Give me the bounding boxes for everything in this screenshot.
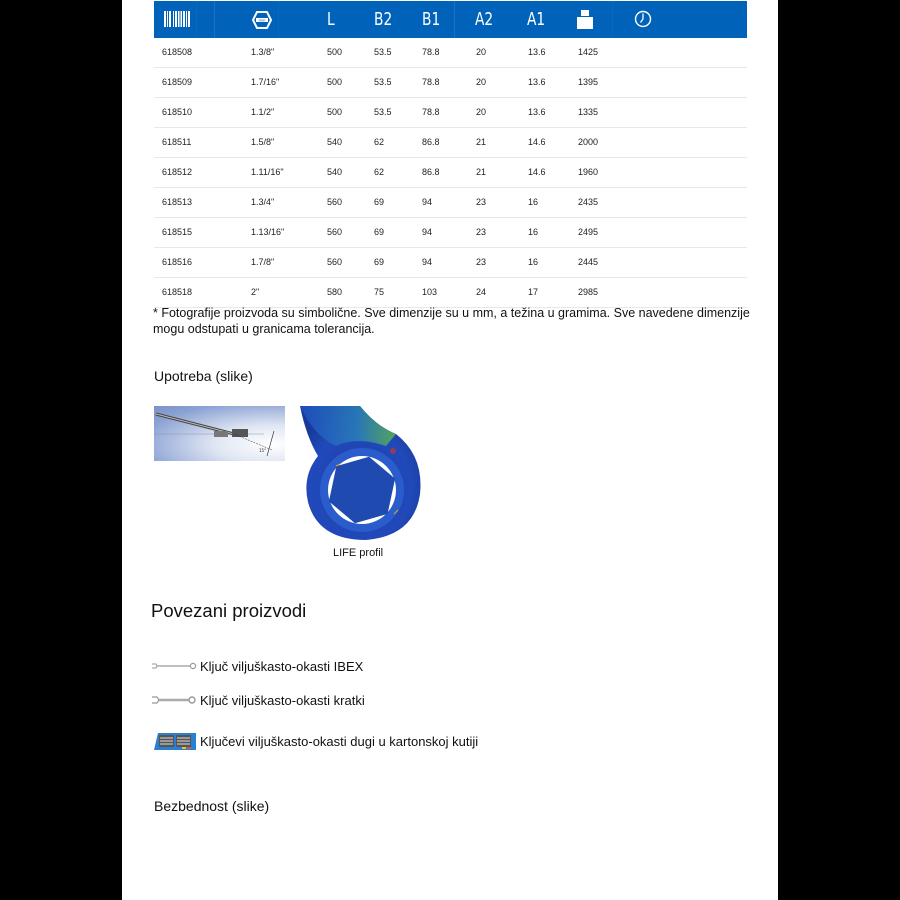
cell-weight: 1960 — [578, 167, 599, 177]
clock-icon — [634, 10, 652, 28]
weight-icon — [577, 10, 593, 29]
cell-size: 1.7/16" — [251, 77, 280, 87]
barcode-icon — [164, 11, 192, 27]
header-divider — [278, 1, 279, 38]
cell-A2: 23 — [476, 257, 487, 267]
safety-title: Bezbednost (slike) — [154, 798, 270, 814]
cell-L: 500 — [327, 47, 343, 57]
col-header-A1: A1 — [527, 9, 546, 30]
cell-L: 560 — [327, 227, 343, 237]
cell-article: 618518 — [162, 287, 193, 297]
cell-weight: 2445 — [578, 257, 599, 267]
header-divider — [612, 1, 613, 38]
table-row — [154, 98, 747, 128]
related-products-title: Povezani proizvodi — [151, 600, 307, 621]
related-item-box-set[interactable] — [152, 731, 478, 751]
cell-B2: 69 — [374, 257, 385, 267]
svg-text:mm: mm — [258, 18, 266, 23]
cell-B1: 86.8 — [422, 167, 440, 177]
cell-L: 560 — [327, 257, 343, 267]
related-item-short[interactable] — [152, 690, 365, 710]
cell-L: 500 — [327, 107, 343, 117]
cell-A1: 14.6 — [528, 137, 546, 147]
cell-size: 1.1/2" — [251, 107, 275, 117]
product-table — [154, 38, 747, 308]
cell-article: 618513 — [162, 197, 193, 207]
cell-A1: 16 — [528, 227, 539, 237]
cell-size: 2" — [251, 287, 260, 297]
cell-article: 618516 — [162, 257, 193, 267]
cell-A1: 14.6 — [528, 167, 546, 177]
cell-L: 500 — [327, 77, 343, 87]
cell-weight: 1395 — [578, 77, 599, 87]
table-row — [154, 248, 747, 278]
table-row — [154, 188, 747, 218]
header-divider — [214, 1, 215, 38]
life-profile-caption: LIFE profil — [333, 547, 384, 559]
cell-L: 540 — [327, 137, 343, 147]
table-row — [154, 68, 747, 98]
cell-A2: 24 — [476, 287, 487, 297]
cell-B2: 53.5 — [374, 47, 392, 57]
page — [122, 0, 778, 900]
cell-size: 1.7/8" — [251, 257, 275, 267]
cell-weight: 2495 — [578, 227, 599, 237]
cell-A1: 13.6 — [528, 77, 546, 87]
cell-article: 618515 — [162, 227, 193, 237]
cell-article: 618508 — [162, 47, 193, 57]
cell-A2: 20 — [476, 107, 487, 117]
cell-B2: 62 — [374, 137, 385, 147]
col-header-B2: B2 — [374, 9, 393, 30]
cell-article: 618509 — [162, 77, 193, 87]
cell-weight: 2000 — [578, 137, 599, 147]
cell-A2: 21 — [476, 137, 487, 147]
life-profile-image[interactable] — [296, 406, 424, 541]
table-row — [154, 128, 747, 158]
usage-title: Upotreba (slike) — [154, 368, 253, 384]
cell-weight: 1425 — [578, 47, 599, 57]
cell-article: 618510 — [162, 107, 193, 117]
cell-B2: 53.5 — [374, 77, 392, 87]
cell-B1: 94 — [422, 197, 433, 207]
cell-L: 540 — [327, 167, 343, 177]
cell-B1: 94 — [422, 227, 433, 237]
cell-B2: 69 — [374, 197, 385, 207]
cell-A1: 13.6 — [528, 107, 546, 117]
table-row — [154, 158, 747, 188]
cell-B2: 62 — [374, 167, 385, 177]
cell-B1: 78.8 — [422, 107, 440, 117]
cell-B1: 103 — [422, 287, 438, 297]
cell-B2: 75 — [374, 287, 385, 297]
col-header-L: L — [327, 9, 335, 30]
dimensions-note: * Fotografije proizvoda su simbolične. Sve dimenzije su u mm, a težina u gramima. Sve navedene dimenzije mogu odstupati u granicama tolerancija. — [153, 306, 750, 336]
cell-weight: 2985 — [578, 287, 599, 297]
cell-B1: 86.8 — [422, 137, 440, 147]
cell-B1: 78.8 — [422, 47, 440, 57]
cell-L: 560 — [327, 197, 343, 207]
cell-A1: 16 — [528, 197, 539, 207]
cell-A1: 16 — [528, 257, 539, 267]
cell-A2: 23 — [476, 227, 487, 237]
table-header — [154, 1, 747, 38]
short-combination-wrench-icon — [152, 692, 197, 708]
cell-weight: 1335 — [578, 107, 599, 117]
cell-size: 1.11/16" — [251, 167, 284, 177]
cell-size: 1.5/8" — [251, 137, 275, 147]
cell-B1: 78.8 — [422, 77, 440, 87]
col-header-B1: B1 — [422, 9, 441, 30]
cell-A1: 13.6 — [528, 47, 546, 57]
related-item-label: Ključ viljuškasto-okasti kratki — [200, 692, 365, 708]
cell-size: 1.3/4" — [251, 197, 275, 207]
col-header-A2: A2 — [475, 9, 494, 30]
table-row — [154, 38, 747, 68]
usage-angle-image[interactable] — [154, 406, 285, 461]
cell-A1: 17 — [528, 287, 539, 297]
svg-text:15°: 15° — [259, 448, 267, 453]
cell-A2: 20 — [476, 47, 487, 57]
cell-L: 580 — [327, 287, 343, 297]
cell-B1: 94 — [422, 257, 433, 267]
cell-A2: 23 — [476, 197, 487, 207]
related-item-ibex[interactable] — [152, 656, 363, 676]
header-divider — [196, 1, 197, 38]
wrench-set-box-icon — [152, 733, 197, 749]
header-divider — [454, 1, 455, 38]
related-item-label: Ključ viljuškasto-okasti IBEX — [200, 658, 364, 674]
related-item-label: Ključevi viljuškasto-okasti dugi u kartonskoj kutiji — [200, 733, 479, 749]
cell-B2: 53.5 — [374, 107, 392, 117]
cell-B2: 69 — [374, 227, 385, 237]
cell-article: 618511 — [162, 137, 192, 147]
table-row — [154, 278, 747, 308]
cell-article: 618512 — [162, 167, 193, 177]
cell-size: 1.13/16" — [251, 227, 285, 237]
cell-weight: 2435 — [578, 197, 599, 207]
combination-wrench-icon — [152, 658, 197, 674]
hex-nut-mm-icon — [252, 11, 272, 29]
table-row — [154, 218, 747, 248]
cell-size: 1.3/8" — [251, 47, 275, 57]
cell-A2: 20 — [476, 77, 487, 87]
cell-A2: 21 — [476, 167, 487, 177]
